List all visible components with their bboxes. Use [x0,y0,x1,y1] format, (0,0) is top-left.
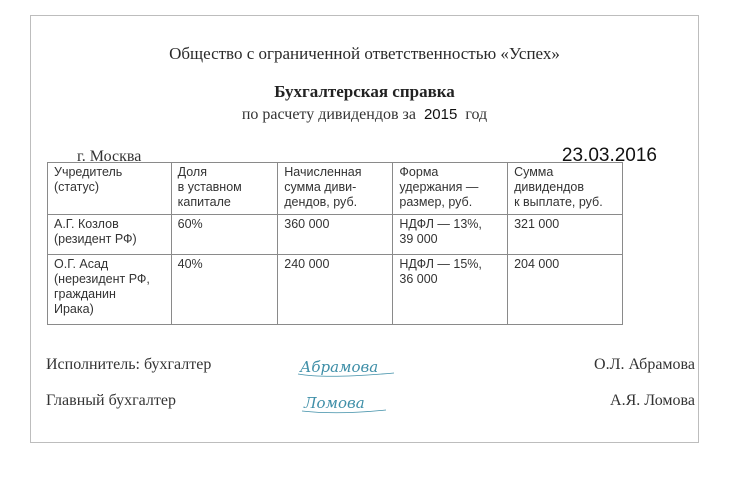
column-header-founder: Учредитель (статус) [48,163,172,215]
document-date: 23.03.2016 [561,145,657,166]
table-cell: 240 000 [278,255,393,325]
subtitle-suffix: год [465,106,488,123]
table-cell: 360 000 [278,215,393,255]
handwritten-signature [298,388,398,418]
organization-name: Общество с ограниченной ответственностью «Успех» [169,44,560,63]
city: г. Москва [77,148,142,165]
table-cell: 60% [171,215,278,255]
column-header-accrued: Начисленная сумма диви- дендов, руб. [278,163,393,215]
signature-row-chief-accountant [46,392,695,416]
signature-row-accountant [46,356,695,380]
signer-name: О.Л. Абрамова [594,356,695,373]
table-cell: О.Г. Асад (нерезидент РФ, гражданин Ирака) [48,255,172,325]
table-row [48,215,623,255]
column-header-payout: Сумма дивидендов к выплате, руб. [508,163,623,215]
column-header-withholding: Форма удержания — размер, руб. [393,163,508,215]
report-year: 2015 [423,106,458,123]
column-header-share: Доля в уставном капитале [171,163,278,215]
table-cell: НДФЛ — 13%, 39 000 [393,215,508,255]
table-cell: НДФЛ — 15%, 36 000 [393,255,508,325]
subtitle-prefix: по расчету дивидендов за [241,106,416,123]
signature-text: Ломова [304,394,365,412]
handwritten-signature [296,352,406,382]
signer-role: Главный бухгалтер [46,392,176,409]
table-cell: А.Г. Козлов (резидент РФ) [48,215,172,255]
table-row [48,255,623,325]
dividends-table [47,162,623,325]
table-cell: 204 000 [508,255,623,325]
table-header-row [48,163,623,215]
signature-text: Абрамова [300,358,379,376]
signer-role: Исполнитель: бухгалтер [46,356,212,373]
signer-name: А.Я. Ломова [610,392,695,409]
document-subtitle [31,106,698,124]
table-cell: 321 000 [508,215,623,255]
document-title: Бухгалтерская справка [274,82,455,101]
table-cell: 40% [171,255,278,325]
